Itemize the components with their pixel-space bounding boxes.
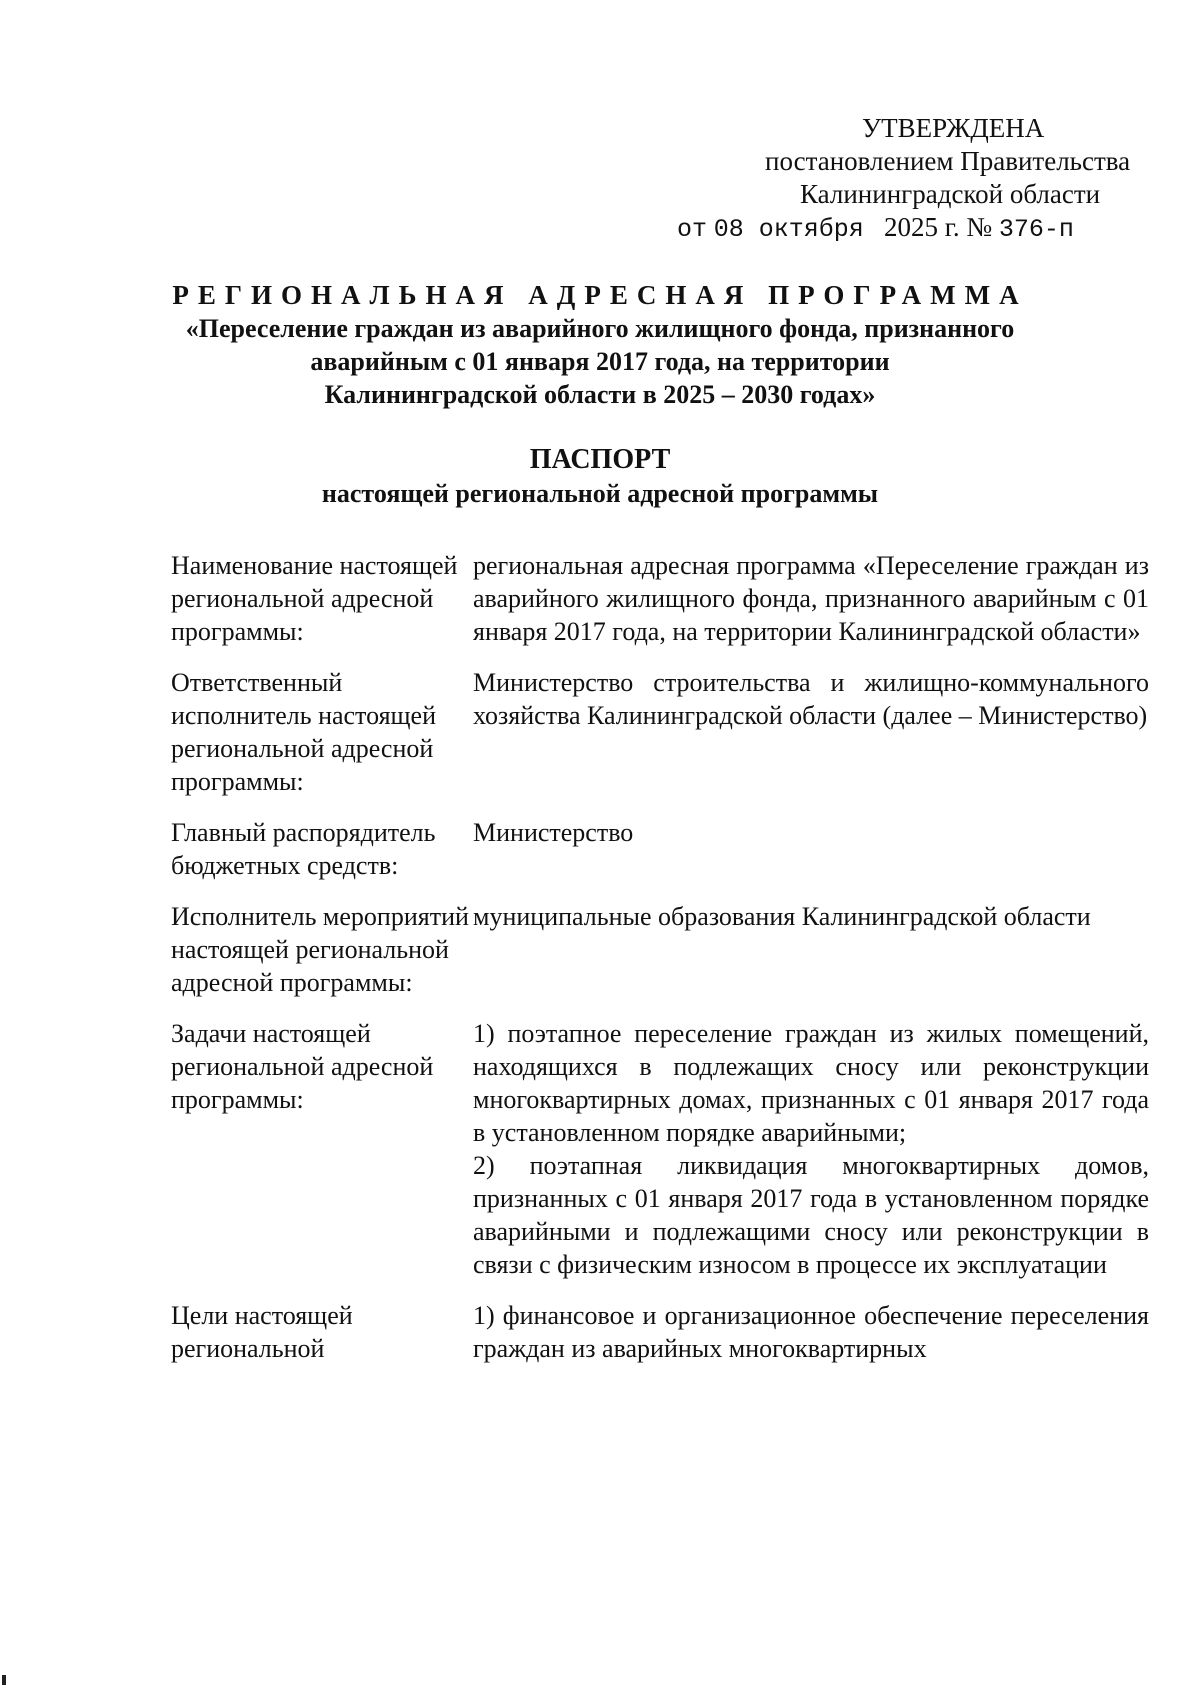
row-label: Главный распорядитель бюджетных средств:	[171, 818, 436, 880]
row-value: муниципальные образования Калининградской области	[473, 902, 1091, 931]
row-label: Наименование настоящей региональной адресной программы:	[171, 551, 458, 646]
program-title-block	[0, 278, 1200, 411]
decree-number: 376-п	[998, 215, 1074, 244]
row-value	[473, 1017, 1149, 1281]
number-sign: №	[966, 212, 993, 242]
program-name-line-2: аварийным с 01 января 2017 года, на территории	[310, 347, 890, 376]
passport-subtitle: настоящей региональной адресной программы	[321, 479, 879, 508]
row-label: Цели настоящей региональной	[171, 1301, 353, 1363]
date-year: 2025 г.	[884, 212, 960, 242]
task-item-1: 1) поэтапное переселение граждан из жилых помещений, находящихся в подлежащих сносу или реконструкции многоквартирных домах, признанных с 01 января 2017 года в установленном порядке аварийными;	[473, 1019, 1149, 1147]
row-value: 1) финансовое и организационное обеспечение переселения граждан из аварийных многоквартирных	[473, 1301, 1149, 1363]
table-row	[171, 549, 1149, 648]
date-day-month: 08 октября	[713, 215, 864, 244]
passport-title: ПАСПОРТ	[529, 444, 671, 475]
table-row	[171, 816, 1149, 882]
approved-by: постановлением Правительства	[765, 146, 1131, 176]
table-row	[171, 1017, 1149, 1281]
row-label: Ответственный исполнитель настоящей региональной адресной программы:	[171, 668, 437, 796]
program-name-line-3: Калининградской области в 2025 – 2030 годах»	[324, 380, 876, 409]
approved-label: УТВЕРЖДЕНА	[862, 113, 1045, 143]
table-row	[171, 1299, 1149, 1365]
scan-mark	[2, 1675, 6, 1685]
row-value: Министерство строительства и жилищно-коммунального хозяйства Калининградской области (далее – Министерство)	[473, 668, 1149, 730]
program-name-line-1: «Переселение граждан из аварийного жилищного фонда, признанного	[185, 314, 1015, 343]
passport-title-block	[0, 442, 1200, 510]
date-prefix: от	[677, 215, 708, 244]
approval-date-line	[600, 211, 1120, 246]
task-item-2: 2) поэтапная ликвидация многоквартирных домов, признанных с 01 января 2017 года в установленном порядке аварийными и подлежащими сносу или реконструкции в связи с физическим износом в процессе их эксплуатации	[473, 1151, 1149, 1279]
passport-table	[171, 549, 1149, 1365]
row-value: Министерство	[473, 818, 634, 847]
row-value: региональная адресная программа «Переселение граждан из аварийного жилищного фонда, признанного аварийным с 01 января 2017 года, на территории Калининградской области»	[473, 551, 1149, 646]
program-heading: РЕГИОНАЛЬНАЯ АДРЕСНАЯ ПРОГРАММА	[172, 280, 1028, 310]
row-label: Задачи настоящей региональной адресной программы:	[171, 1019, 434, 1114]
table-row	[171, 900, 1149, 999]
row-label: Исполнитель мероприятий настоящей региональной адресной программы:	[171, 902, 469, 997]
approval-block	[600, 112, 1131, 246]
approved-region: Калининградской области	[800, 179, 1101, 209]
table-row	[171, 666, 1149, 798]
